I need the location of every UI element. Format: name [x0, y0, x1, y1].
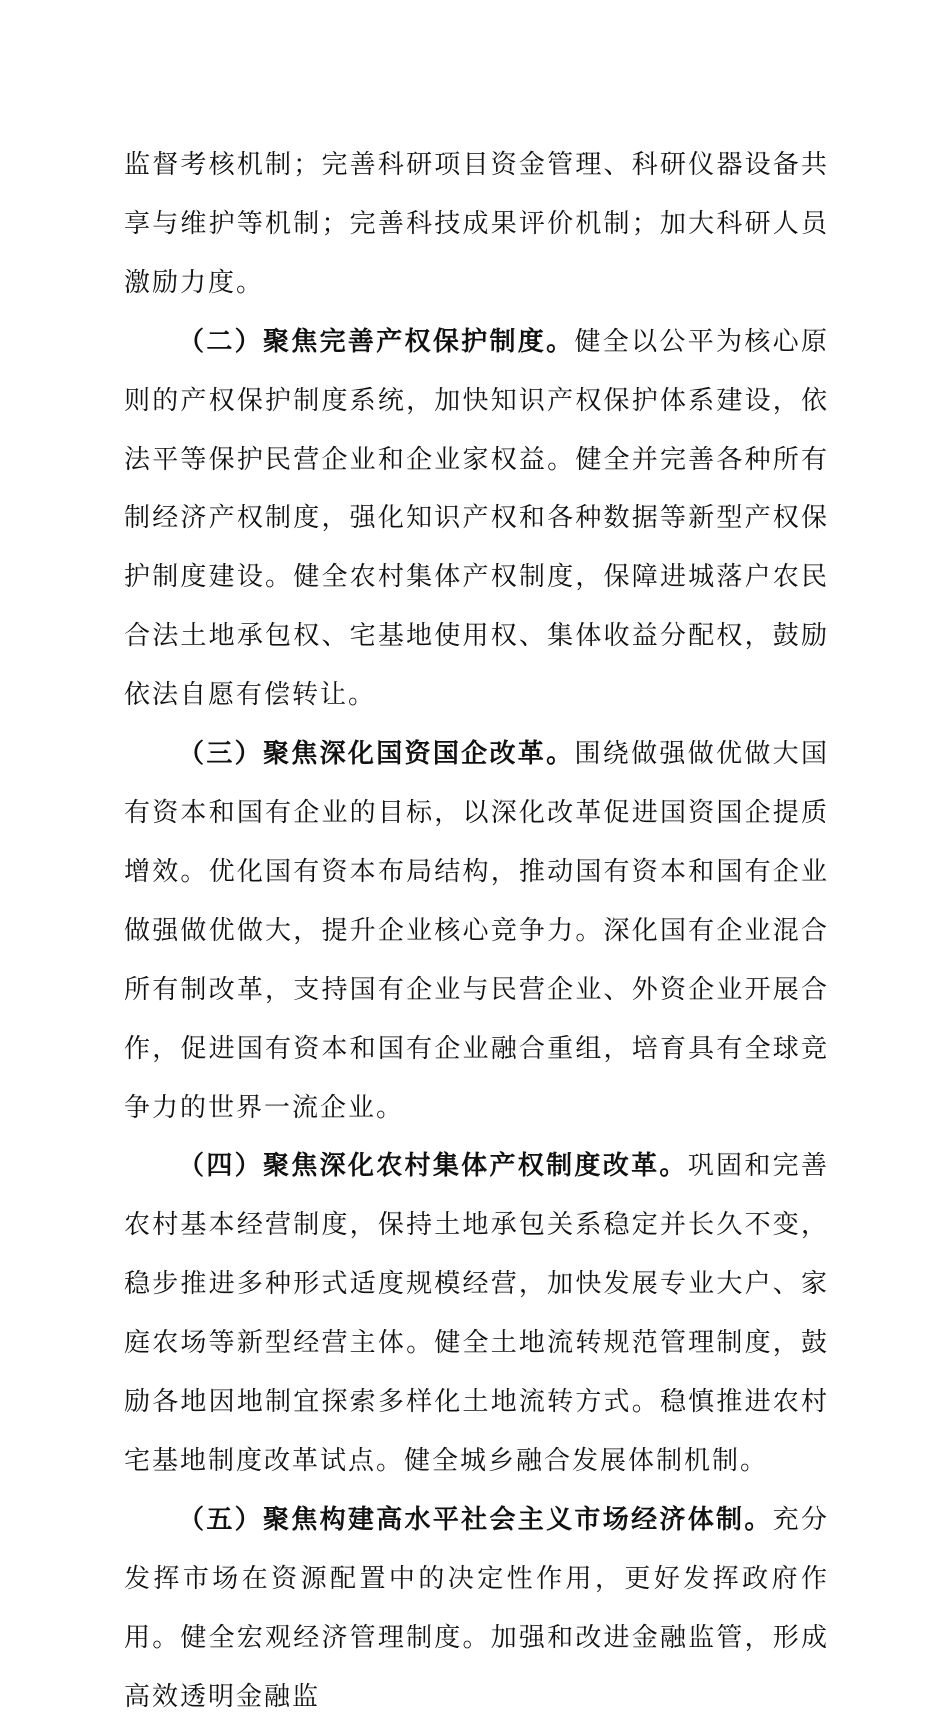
paragraph-text: 监督考核机制；完善科研项目资金管理、科研仪器设备共享与维护等机制；完善科技成果评价机制；加大科研人员激励力度。: [124, 150, 829, 298]
section-heading: （二）聚焦完善产权保护制度。: [178, 326, 575, 357]
section-heading: （四）聚焦深化农村集体产权制度改革。: [178, 1151, 688, 1182]
paragraph-market-economy: [124, 1491, 829, 1726]
paragraph-soe-reform: [124, 725, 829, 1137]
paragraph-continuation: [124, 136, 829, 313]
document-body: [124, 136, 829, 1726]
section-heading: （五）聚焦构建高水平社会主义市场经济体制。: [178, 1504, 773, 1535]
paragraph-text: 巩固和完善农村基本经营制度，保持土地承包关系稳定并长久不变，稳步推进多种形式适度规模经营，加快发展专业大户、家庭农场等新型经营主体。健全土地流转规范管理制度，鼓励各地因地制宜探索多样化土地流转方式。稳慎推进农村宅基地制度改革试点。健全城乡融合发展体制机制。: [124, 1151, 829, 1476]
paragraph-text: 围绕做强做优做大国有资本和国有企业的目标，以深化改革促进国资国企提质增效。优化国有资本布局结构，推动国有资本和国有企业做强做优做大，提升企业核心竞争力。深化国有企业混合所有制改革，支持国有企业与民营企业、外资企业开展合作，促进国有资本和国有企业融合重组，培育具有全球竞争力的世界一流企业。: [124, 739, 829, 1123]
section-heading: （三）聚焦深化国资国企改革。: [178, 739, 575, 770]
paragraph-property-rights: [124, 313, 829, 725]
paragraph-text: 健全以公平为核心原则的产权保护制度系统，加快知识产权保护体系建设，依法平等保护民营企业和企业家权益。健全并完善各种所有制经济产权制度，强化知识产权和各种数据等新型产权保护制度建设。健全农村集体产权制度，保障进城落户农民合法土地承包权、宅基地使用权、集体收益分配权，鼓励依法自愿有偿转让。: [124, 326, 829, 711]
paragraph-rural-reform: [124, 1137, 829, 1490]
paragraph-text: 充分发挥市场在资源配置中的决定性作用，更好发挥政府作用。健全宏观经济管理制度。加强和改进金融监管，形成高效透明金融监: [124, 1504, 829, 1712]
